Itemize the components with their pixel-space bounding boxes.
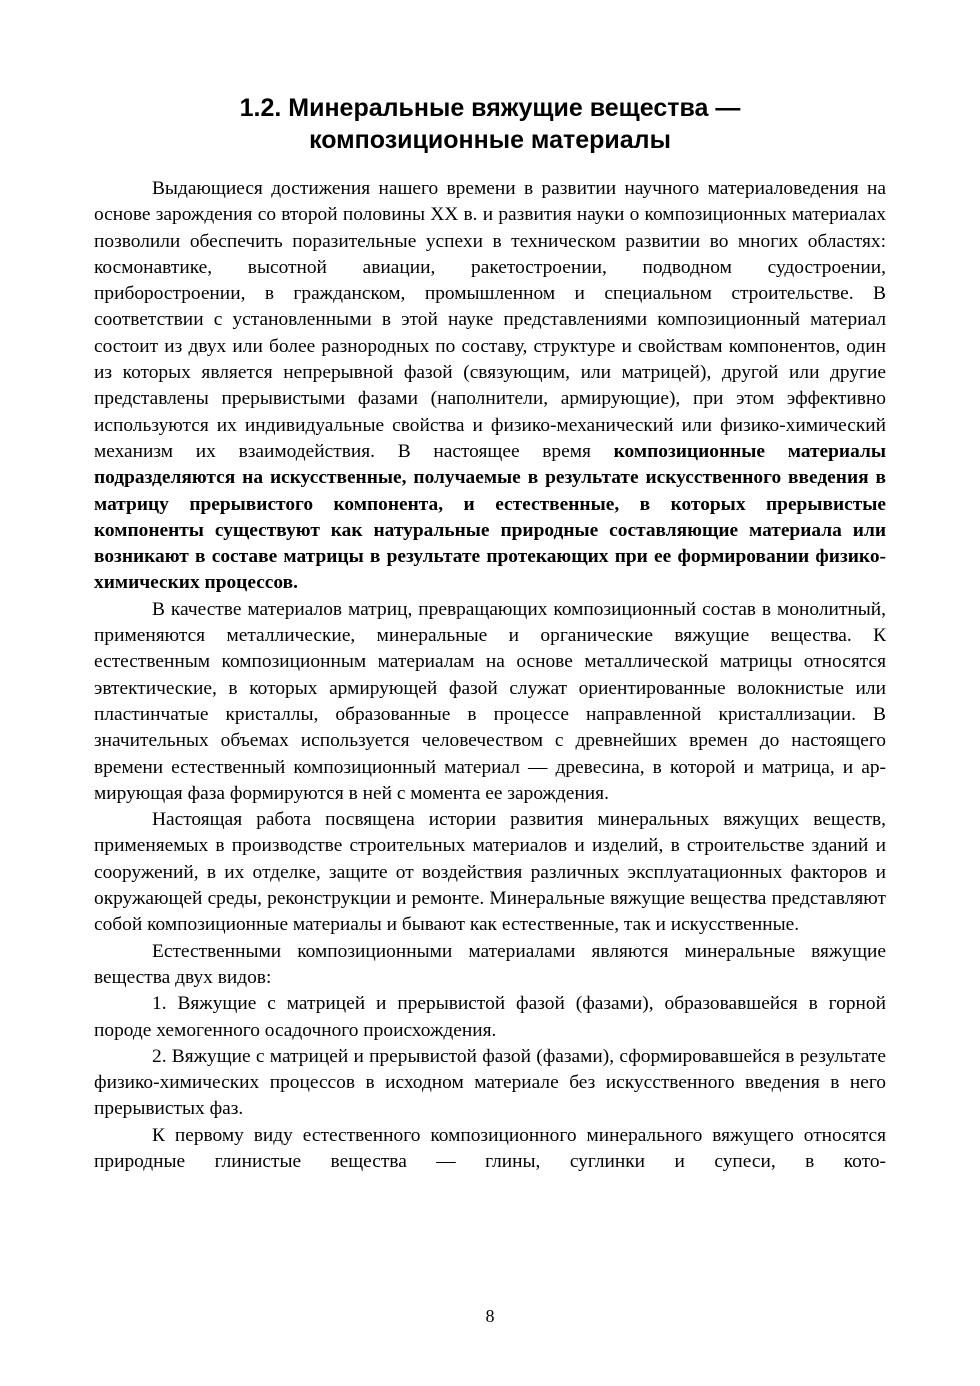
paragraph-3: Настоящая работа посвящена истории развития минеральных вяжущих веществ, применяемых в производстве строительных материалов и изделий, в строительстве зданий и сооружений, в их отделке, защите от воздействия различных эксплуатационных факторов и окружающей среды, реконструкции и ремонте. Минеральные вяжущие вещества представляют собой композиционные материалы и бывают как естественные, так и искусственные. — [94, 809, 886, 936]
paragraph-2: В качестве материалов матриц, превращающих композиционный состав в монолитный, применяются металлические, минеральные и органические вяжущие вещества. К естественным композиционным материалам на основе металлической матрицы относятся эвтектические, в которых армирующей фазой служат ориентированные волокнистые или пластинчатые кристаллы, образованные в процессе направленной кристаллизации. В значительных объемах используется человечеством с древнейших времен до настоящего времени естественный композиционный материал — древесина, в которой и матрица, и армирующая фаза формируются в ней с момента ее зарождения. — [94, 598, 886, 804]
list-item-1: 1. Вяжущие с матрицей и прерывистой фазой (фазами), образовавшейся в горной породе хемогенного осадочного происхождения. — [94, 993, 886, 1041]
paragraph-1-text: Выдающиеся достижения нашего времени в развитии научного материаловедения на основе зарождения со второй половины XX в. и развития науки о композиционных материалах позволили обеспечить поразительные успехи в техническом развитии во многих областях: космонавтике, высотной авиации, ракетостроении, подводном судостроении, приборостроении, в гражданском, промышленном и специальном строительстве. В соответствии с установленными в этой науке представлениями композиционный материал состоит из двух или более разнородных по составу, структуре и свойствам компонентов, один из которых является непрерывной фазой (связующим, или матрицей), другой или другие представлены прерывистыми фазами (наполнители, армирующие), при этом эффективно используются их индивидуальные свойства и физико-механический или физико-химический механизм их взаимодействия. В настоящее время — [94, 178, 886, 462]
section-heading — [94, 92, 886, 156]
paragraph-7: К первому виду естественного композиционного минерального вяжущего относятся природные глинистые вещества — глины, суглинки и супеси, в кото- — [94, 1124, 886, 1172]
paragraph-4: Естественными композиционными материалами являются минеральные вяжущие вещества двух видов: — [94, 940, 886, 988]
list-item-2: 2. Вяжущие с матрицей и прерывистой фазой (фазами), сформировавшейся в результате физико-химических процессов в исходном материале без искусственного введения в него прерывистых фаз. — [94, 1045, 886, 1120]
body-text — [94, 176, 886, 1175]
section-heading-line2: композиционные материалы — [309, 126, 671, 154]
section-heading-line1: 1.2. Минеральные вяжущие вещества — — [239, 94, 741, 122]
paragraph-1 — [94, 176, 886, 597]
paragraph-1-bold-text: композиционные материалы подразделяются на искусственные, получаемые в результате искусственного введения в матрицу прерывистого компонента, и естественные, в которых прерывистые компоненты существуют как натуральные природные составляющие материала или возникают в составе матрицы в результате протекающих при ее формировании физико-химических процессов. — [94, 440, 886, 594]
page-number: 8 — [485, 1306, 495, 1326]
